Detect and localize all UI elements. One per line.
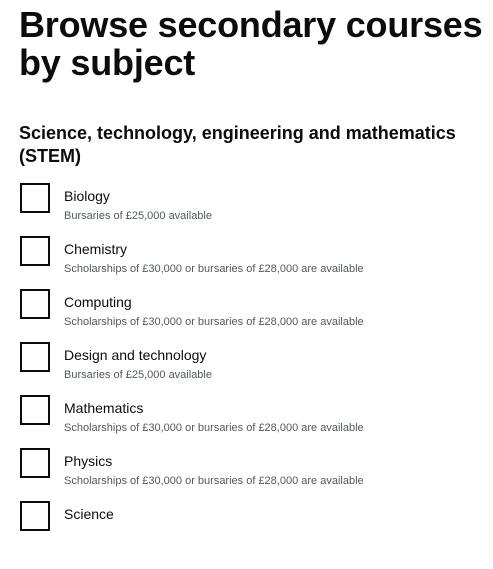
mathematics-hint: Scholarships of £30,000 or bursaries of £28,000 are available <box>64 422 364 434</box>
chemistry-checkbox[interactable] <box>20 236 50 266</box>
page-title-line-1: Browse secondary courses <box>19 4 483 45</box>
computing-label[interactable]: Computing <box>64 294 132 310</box>
subject-option-science[interactable] <box>19 500 489 553</box>
page <box>19 0 489 569</box>
biology-label[interactable]: Biology <box>64 188 110 204</box>
computing-hint: Scholarships of £30,000 or bursaries of £28,000 are available <box>64 316 364 328</box>
physics-label[interactable]: Physics <box>64 453 113 469</box>
subject-option-design-and-technology[interactable] <box>19 341 489 394</box>
computing-checkbox[interactable] <box>20 289 50 319</box>
mathematics-checkbox[interactable] <box>20 395 50 425</box>
biology-checkbox[interactable] <box>20 183 50 213</box>
design-and-technology-checkbox[interactable] <box>20 342 50 372</box>
subject-option-biology[interactable] <box>19 182 489 235</box>
design-and-technology-label[interactable]: Design and technology <box>64 347 207 363</box>
chemistry-label[interactable]: Chemistry <box>64 241 128 257</box>
subject-option-computing[interactable] <box>19 288 489 341</box>
chemistry-hint: Scholarships of £30,000 or bursaries of £28,000 are available <box>64 263 364 275</box>
biology-hint: Bursaries of £25,000 available <box>64 210 212 222</box>
page-title <box>19 0 489 82</box>
section-heading-stem: Science, technology, engineering and mathematics (STEM) <box>19 123 456 166</box>
science-checkbox[interactable] <box>20 501 50 531</box>
science-label[interactable]: Science <box>64 506 114 522</box>
mathematics-label[interactable]: Mathematics <box>64 400 144 416</box>
subject-option-mathematics[interactable] <box>19 394 489 447</box>
subject-option-physics[interactable] <box>19 447 489 500</box>
page-title-line-2: by subject <box>19 42 196 83</box>
design-and-technology-hint: Bursaries of £25,000 available <box>64 369 212 381</box>
physics-hint: Scholarships of £30,000 or bursaries of £28,000 are available <box>64 475 364 487</box>
physics-checkbox[interactable] <box>20 448 50 478</box>
subject-option-chemistry[interactable] <box>19 235 489 288</box>
subject-checkbox-list <box>19 182 489 553</box>
